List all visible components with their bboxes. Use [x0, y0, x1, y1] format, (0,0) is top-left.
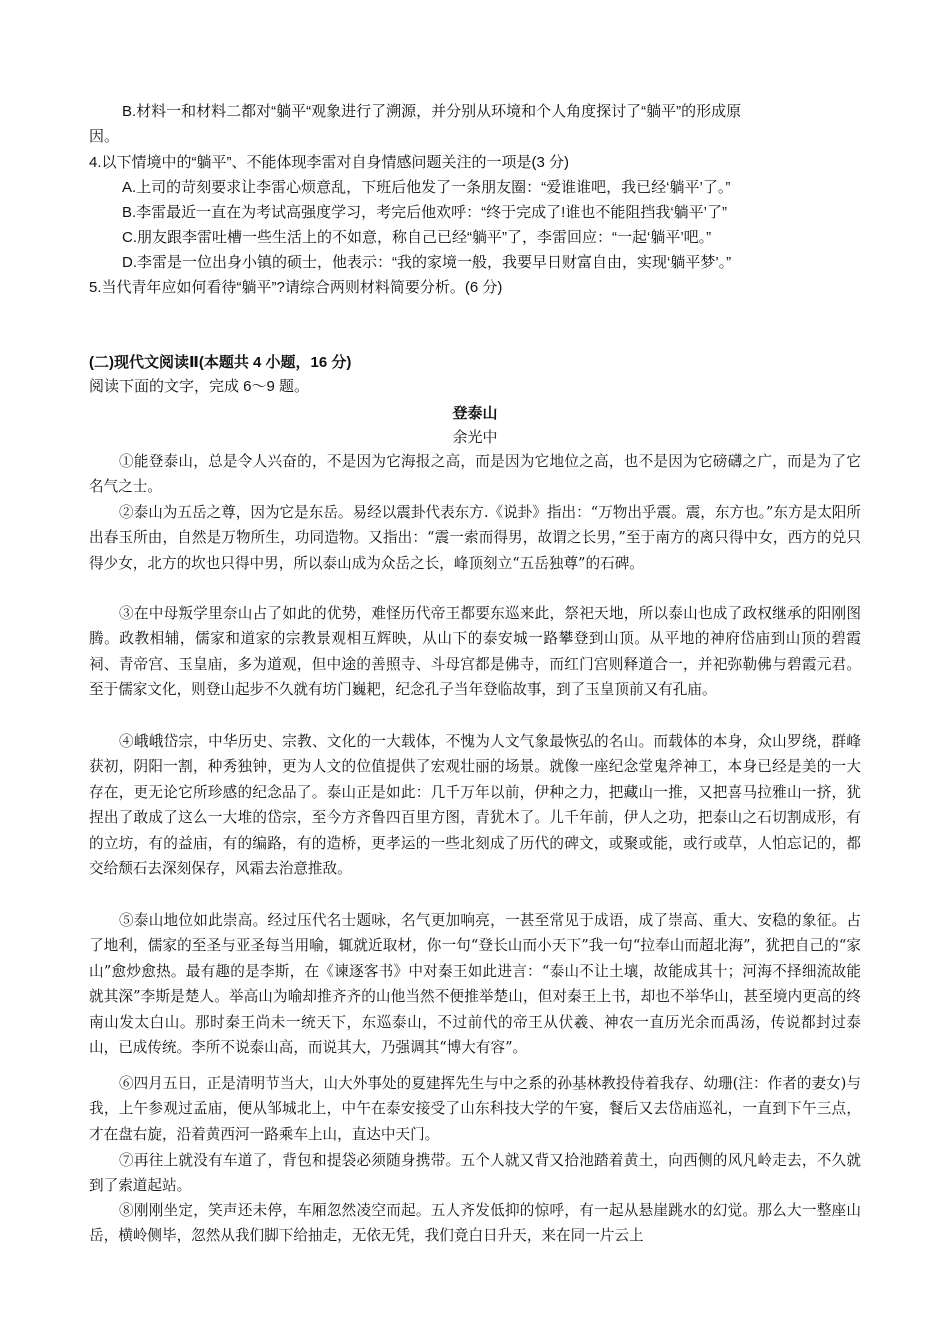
question-3-option-b-line2: 因。	[89, 128, 120, 145]
article-paragraph-7: ⑦再往上就没有车道了，背包和提袋必须随身携带。五个人就又背又拾池踏着黄土，向西侧的风凡岭走去，不久就到了索道起站。	[89, 1152, 861, 1195]
question-3-option-b-line1: B.材料一和材料二都对“躺平“观象进行了溯源，并分别从环境和个人角度探讨了“躺平”的形成原	[122, 103, 742, 120]
article-paragraph-2: ②泰山为五岳之尊，因为它是东岳。易经以震卦代表东方.《说卦》指出：“万物出乎震。震，东方也。”东方是太阳所出春玉所由，自然是万物所生，功同造物。又指出：“震一索而得男，故谓之长男，”至于南方的离只得中女，西方的兑只得少女，北方的坎也只得中男，所以泰山成为众岳之长，峰顶刻立“五岳独尊”的石碑。	[89, 504, 861, 572]
question-5-stem: 5.当代青年应如何看待“躺平”?请综合两则材料简要分析。(6 分)	[89, 279, 503, 296]
article-paragraph-4: ④峨峨岱宗，中华历史、宗教、文化的一大载体，不愧为人文气象最恢弘的名山。而载体的本身，众山罗绕，群峰获初，阴阳一割，种秀独钟，更为人文的位值提供了宏观壮丽的场景。就像一座纪念堂鬼斧神工，本身已经是美的一大存在，更无论它所珍感的纪念品了。泰山正是如此：几千万年以前，伊种之力，把藏山一推，又把喜马拉雅山一挤，犹捏出了敢成了这么一大堆的岱宗，至今方齐鲁四百里方图，青犹木了。儿千年前，伊人之功，把泰山之石切割成形，有的立坊，有的益庙，有的编路，有的造桥，更孝运的一些北刻成了历代的碑文，或聚或能，或行或草，人怕忘记的，都交给颓石去深刻保存，风霜去治意推敌。	[89, 733, 861, 878]
question-4-option-d: D.李雷是一位出身小镇的硕士，他表示：“我的家境一般，我要早日财富自由，实现‘躺平梦’。”	[122, 254, 732, 271]
article-title: 登泰山	[452, 405, 498, 422]
article-paragraph-3: ③在中母叛学里奈山占了如此的优势，难怪历代帝王都要东巡来此，祭祀天地，所以泰山也成了政权继承的阳刚图腾。政教相辅，儒家和道家的宗教景观相互辉映，从山下的泰安城一路攀登到山顶。从平地的神府岱庙到山顶的碧霞祠、青帝宫、玉皇庙，多为道观，但中途的善照寺、斗母宫都是佛寺，而红门宫则释道合一，并祀弥勒佛与碧霞元君。至于儒家文化，则登山起步不久就有坊门巍耙，纪念孔子当年登临故事，到了玉皇顶前又有孔庙。	[89, 605, 861, 699]
article-paragraph-8: ⑧刚刚坐定，笑声还未停，车厢忽然凌空而起。五人齐发低抑的惊呼，有一起从悬崖跳水的幻觉。那么大一整座山岳，横岭侧毕，忽然从我们脚下给抽走，无依无凭，我们竟白日升天，来在同一片云上	[89, 1202, 861, 1245]
section-heading: (二)现代文阅读Ⅱ(本题共 4 小题，16 分)	[89, 354, 352, 371]
question-3-option-b	[89, 99, 864, 149]
question-4-option-b: B.李雷最近一直在为考试高强度学习，考完后他欢呼：“终于完成了!谁也不能阻挡我‘躺平’了”	[122, 204, 727, 221]
question-4-option-a: A.上司的苛刻要求让李雷心烦意乱，下班后他发了一条朋友圈：“爱谁谁吧，我已经‘躺平’了。”	[122, 179, 731, 196]
question-4-stem: 4.以下情境中的“躺平”、不能体现李雷对自身情感问题关注的一项是(3 分)	[89, 154, 570, 171]
section-instruction: 阅读下面的文字，完成 6～9 题。	[89, 378, 310, 395]
article-author: 余光中	[452, 429, 498, 446]
question-4-option-c: C.朋友跟李雷吐槽一些生活上的不如意，称自己已经“躺平”了，李雷回应：“一起‘躺平’吧。”	[122, 229, 712, 246]
article-paragraph-6: ⑥四月五日，正是清明节当大，山大外事处的夏建挥先生与中之系的孙基林教投侍着我存、幼珊(注：作者的妻女)与我，上午参观过孟庙，便从邹城北上，中午在泰安接受了山东科技大学的午宴，餐后又去岱庙巡礼，一直到下午三点，才在盘右旋，沿着黄西河一路乘车上山，直达中天门。	[89, 1075, 861, 1143]
article-paragraph-5: ⑤泰山地位如此崇高。经过压代名士题咏，名气更加响亮，一甚至常见于成语，成了崇高、重大、安稳的象征。占了地利，儒家的至圣与亚圣每当用喻，辄就近取材，你一句“登长山而小天下”我一句“拉奉山而超北海”，犹把自己的“家山”愈炒愈热。最有趣的是李斯，在《谏逐客书》中对秦王如此进言：“泰山不让土壤，故能成其十；河海不择细流故能就其深”李斯是楚人。举高山为喻却推齐齐的山他当然不便推举楚山，但对秦王上书，却也不举华山，甚至境内更高的终南山发太白山。那时秦王尚未一统天下，东巡泰山，不过前代的帝王从伏羲、神农一直历光余而禹汤，传说都封过泰山，已成传统。李所不说泰山高，而说其大，乃强调其“博大有容”。	[89, 912, 861, 1057]
article-paragraph-1: ①能登泰山，总是令人兴奋的，不是因为它海报之高，而是因为它地位之高，也不是因为它磅礴之广，而是为了它名气之士。	[89, 453, 861, 496]
